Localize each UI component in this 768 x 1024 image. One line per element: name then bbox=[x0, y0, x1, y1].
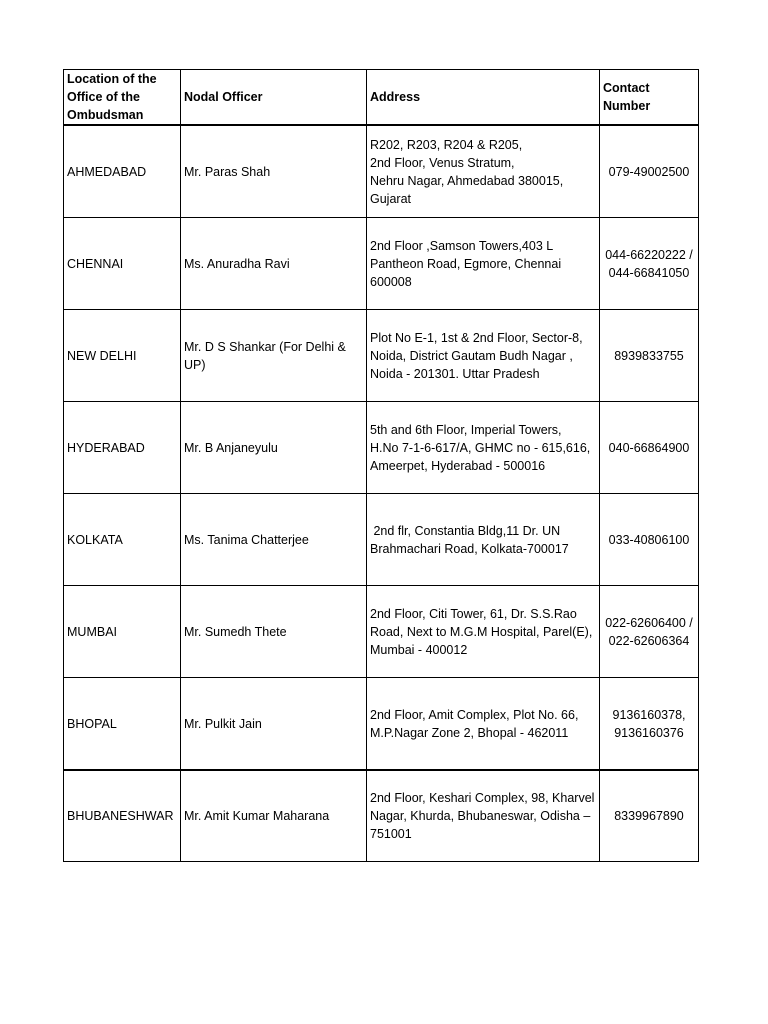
cell-address-line: Noida, District Gautam Budh Nagar , bbox=[370, 348, 573, 363]
cell-address-line: 751001 bbox=[370, 827, 412, 841]
cell-address bbox=[367, 218, 600, 310]
cell-address-line: 2nd flr, Constantia Bldg,11 Dr. UN bbox=[370, 523, 561, 538]
cell-address-line: M.P.Nagar Zone 2, Bhopal - 462011 bbox=[370, 725, 569, 740]
table-row bbox=[64, 402, 699, 494]
cell-address bbox=[367, 125, 600, 218]
cell-address-line: Gujarat bbox=[370, 191, 411, 206]
cell-officer-line: Ms. Tanima Chatterjee bbox=[184, 532, 309, 547]
cell-officer-line: Mr. D S Shankar (For Delhi & bbox=[184, 339, 346, 354]
cell-address bbox=[367, 586, 600, 678]
cell-contact bbox=[600, 310, 699, 402]
table-row bbox=[64, 770, 699, 862]
cell-officer bbox=[181, 494, 367, 586]
cell-address-line: R202, R203, R204 & R205, bbox=[370, 137, 523, 152]
cell-contact-line: 9136160376 bbox=[614, 725, 684, 740]
table-body bbox=[64, 125, 699, 862]
cell-officer bbox=[181, 586, 367, 678]
cell-location: BHUBANESHWAR bbox=[64, 770, 181, 862]
cell-location: AHMEDABAD bbox=[64, 125, 181, 218]
header-contact: Contact Number bbox=[600, 70, 699, 126]
cell-contact-line: 9136160378, bbox=[612, 707, 686, 722]
cell-contact-line: 022-62606364 bbox=[608, 633, 690, 648]
cell-location: KOLKATA bbox=[64, 494, 181, 586]
cell-officer bbox=[181, 125, 367, 218]
cell-contact-line: 8939833755 bbox=[614, 348, 684, 363]
cell-contact-line: 033-40806100 bbox=[608, 532, 690, 547]
cell-address-line: H.No 7-1-6-617/A, GHMC no - 615,616, bbox=[370, 440, 591, 455]
table-row bbox=[64, 218, 699, 310]
cell-contact bbox=[600, 586, 699, 678]
cell-contact-line: 022-62606400 / bbox=[605, 615, 693, 630]
cell-address-line: 2nd Floor, Amit Complex, Plot No. 66, bbox=[370, 707, 579, 722]
header-officer: Nodal Officer bbox=[181, 70, 367, 126]
cell-officer-line: UP) bbox=[184, 357, 206, 372]
cell-officer-line: Mr. Paras Shah bbox=[184, 164, 271, 179]
table-row bbox=[64, 494, 699, 586]
cell-address-line: 5th and 6th Floor, Imperial Towers, bbox=[370, 422, 562, 437]
cell-address-line: Mumbai - 400012 bbox=[370, 642, 468, 657]
cell-address-line: 2nd Floor, Keshari Complex, 98, Kharvel bbox=[370, 791, 595, 805]
cell-address-line: Road, Next to M.G.M Hospital, Parel(E), bbox=[370, 624, 593, 639]
cell-contact-line: 044-66841050 bbox=[608, 265, 690, 280]
cell-location: NEW DELHI bbox=[64, 310, 181, 402]
cell-officer-line: Ms. Anuradha Ravi bbox=[184, 256, 290, 271]
cell-contact bbox=[600, 125, 699, 218]
cell-officer-line: Mr. Amit Kumar Maharana bbox=[184, 809, 330, 823]
cell-address-line: Noida - 201301. Uttar Pradesh bbox=[370, 366, 540, 381]
cell-address-line: 2nd Floor, Venus Stratum, bbox=[370, 155, 515, 170]
cell-location: MUMBAI bbox=[64, 586, 181, 678]
cell-address-line: Pantheon Road, Egmore, Chennai bbox=[370, 256, 562, 271]
cell-address-line: Brahmachari Road, Kolkata-700017 bbox=[370, 541, 569, 556]
cell-address bbox=[367, 494, 600, 586]
cell-contact bbox=[600, 494, 699, 586]
cell-location: HYDERABAD bbox=[64, 402, 181, 494]
cell-contact bbox=[600, 218, 699, 310]
cell-address-line: Plot No E-1, 1st & 2nd Floor, Sector-8, bbox=[370, 330, 583, 345]
cell-officer bbox=[181, 218, 367, 310]
cell-address-line: 600008 bbox=[370, 274, 412, 289]
cell-contact-line: 044-66220222 / bbox=[605, 247, 693, 262]
cell-officer bbox=[181, 310, 367, 402]
cell-address-line: Ameerpet, Hyderabad - 500016 bbox=[370, 458, 546, 473]
cell-officer bbox=[181, 402, 367, 494]
cell-officer-line: Mr. B Anjaneyulu bbox=[184, 440, 278, 455]
cell-contact bbox=[600, 770, 699, 862]
cell-address bbox=[367, 678, 600, 771]
cell-address-line: 2nd Floor, Citi Tower, 61, Dr. S.S.Rao bbox=[370, 606, 577, 621]
table-header-row bbox=[64, 70, 699, 126]
cell-address bbox=[367, 402, 600, 494]
cell-address-line: 2nd Floor ,Samson Towers,403 L bbox=[370, 238, 554, 253]
cell-address bbox=[367, 770, 600, 862]
table-row bbox=[64, 310, 699, 402]
cell-address-line: Nagar, Khurda, Bhubaneswar, Odisha – bbox=[370, 809, 591, 823]
table-row bbox=[64, 125, 699, 218]
cell-officer-line: Mr. Sumedh Thete bbox=[184, 624, 287, 639]
cell-location: BHOPAL bbox=[64, 678, 181, 771]
cell-address bbox=[367, 310, 600, 402]
cell-address-line: Nehru Nagar, Ahmedabad 380015, bbox=[370, 173, 564, 188]
ombudsman-table bbox=[63, 69, 699, 862]
cell-contact bbox=[600, 402, 699, 494]
cell-contact bbox=[600, 678, 699, 771]
cell-contact-line: 8339967890 bbox=[614, 809, 684, 823]
cell-officer bbox=[181, 678, 367, 771]
table-row bbox=[64, 586, 699, 678]
table-row bbox=[64, 678, 699, 771]
cell-officer-line: Mr. Pulkit Jain bbox=[184, 716, 262, 731]
header-location: Location of the Office of the Ombudsman bbox=[64, 70, 181, 126]
cell-officer bbox=[181, 770, 367, 862]
header-address: Address bbox=[367, 70, 600, 126]
cell-location: CHENNAI bbox=[64, 218, 181, 310]
cell-contact-line: 079-49002500 bbox=[608, 164, 690, 179]
cell-contact-line: 040-66864900 bbox=[608, 440, 690, 455]
